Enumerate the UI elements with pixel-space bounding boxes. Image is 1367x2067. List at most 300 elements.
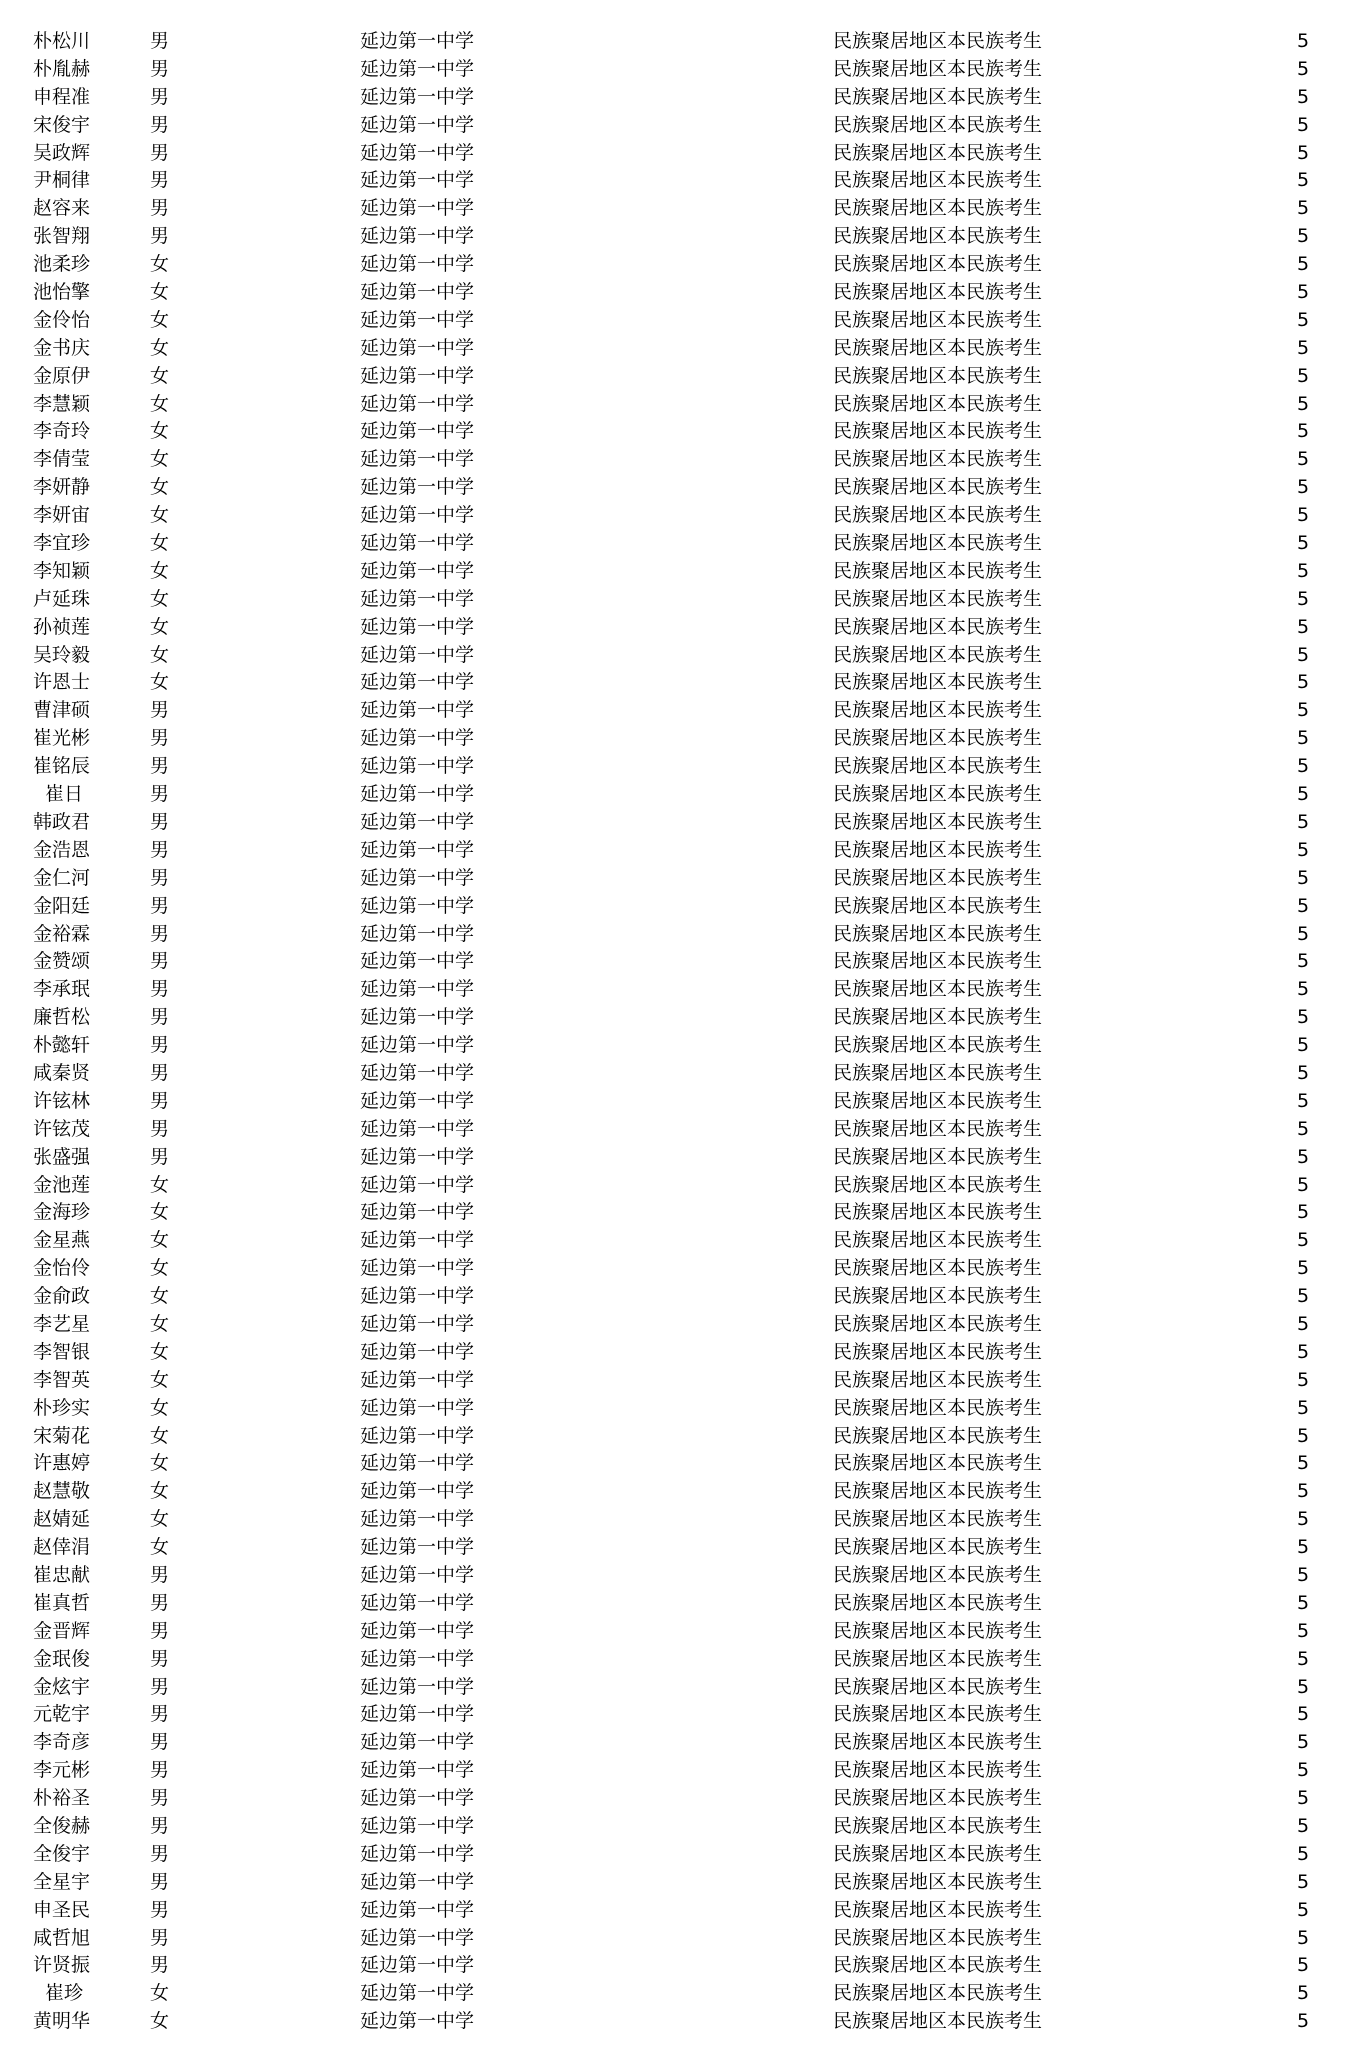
school-name: 延边第一中学	[360, 364, 475, 387]
table-row	[0, 586, 1367, 614]
student-gender: 男	[150, 755, 170, 778]
student-name: 廉哲松	[33, 1006, 91, 1029]
table-row	[0, 753, 1367, 781]
school-name: 延边第一中学	[360, 1842, 475, 1865]
student-gender: 女	[150, 1368, 170, 1391]
table-row	[0, 614, 1367, 642]
school-name: 延边第一中学	[360, 1368, 475, 1391]
candidate-category: 民族聚居地区本民族考生	[833, 1591, 1043, 1614]
candidate-category: 民族聚居地区本民族考生	[833, 894, 1043, 917]
bonus-points: 5	[1297, 504, 1310, 527]
student-name: 李慧颖	[33, 392, 91, 415]
student-gender: 女	[150, 476, 170, 499]
candidate-category: 民族聚居地区本民族考生	[833, 1842, 1043, 1865]
school-name: 延边第一中学	[360, 1061, 475, 1084]
school-name: 延边第一中学	[360, 1926, 475, 1949]
table-row	[0, 642, 1367, 670]
student-name: 申程准	[33, 85, 91, 108]
student-gender: 男	[150, 225, 170, 248]
bonus-points: 5	[1297, 1201, 1310, 1224]
candidate-category: 民族聚居地区本民族考生	[833, 197, 1043, 220]
school-name: 延边第一中学	[360, 1675, 475, 1698]
student-name: 李倩莹	[33, 448, 91, 471]
student-name: 曹津硕	[33, 699, 91, 722]
student-gender: 女	[150, 1257, 170, 1280]
candidate-category: 民族聚居地区本民族考生	[833, 1982, 1043, 2005]
bonus-points: 5	[1297, 783, 1310, 806]
student-name: 李智银	[33, 1340, 91, 1363]
bonus-points: 5	[1297, 1842, 1310, 1865]
table-row	[0, 335, 1367, 363]
table-row	[0, 1144, 1367, 1172]
table-row	[0, 1339, 1367, 1367]
bonus-points: 5	[1297, 1285, 1310, 1308]
table-row	[0, 112, 1367, 140]
student-name: 金晋辉	[33, 1619, 91, 1642]
table-row	[0, 1618, 1367, 1646]
table-row	[0, 669, 1367, 697]
student-name: 崔真哲	[33, 1591, 91, 1614]
candidate-category: 民族聚居地区本民族考生	[833, 1759, 1043, 1782]
table-row	[0, 921, 1367, 949]
bonus-points: 5	[1297, 1982, 1310, 2005]
school-name: 延边第一中学	[360, 57, 475, 80]
candidate-category: 民族聚居地区本民族考生	[833, 30, 1043, 52]
student-name: 申圣民	[33, 1898, 91, 1921]
candidate-category: 民族聚居地区本民族考生	[833, 1117, 1043, 1140]
table-row	[0, 391, 1367, 419]
candidate-list	[0, 28, 1367, 2036]
student-name: 朴松川	[33, 30, 91, 52]
candidate-category: 民族聚居地区本民族考生	[833, 810, 1043, 833]
student-gender: 男	[150, 950, 170, 973]
candidate-category: 民族聚居地区本民族考生	[833, 1173, 1043, 1196]
student-name: 金怡伶	[33, 1257, 91, 1280]
student-name: 金池莲	[33, 1173, 91, 1196]
school-name: 延边第一中学	[360, 755, 475, 778]
bonus-points: 5	[1297, 420, 1310, 443]
table-row	[0, 28, 1367, 56]
school-name: 延边第一中学	[360, 978, 475, 1001]
school-name: 延边第一中学	[360, 1591, 475, 1614]
candidate-category: 民族聚居地区本民族考生	[833, 225, 1043, 248]
candidate-category: 民族聚居地区本民族考生	[833, 1815, 1043, 1837]
bonus-points: 5	[1297, 1563, 1310, 1586]
student-gender: 男	[150, 1731, 170, 1754]
student-gender: 男	[150, 1034, 170, 1057]
table-row	[0, 84, 1367, 112]
student-gender: 女	[150, 1312, 170, 1335]
candidate-category: 民族聚居地区本民族考生	[833, 727, 1043, 750]
student-gender: 女	[150, 1285, 170, 1308]
candidate-category: 民族聚居地区本民族考生	[833, 1452, 1043, 1475]
candidate-category: 民族聚居地区本民族考生	[833, 1368, 1043, 1391]
student-gender: 男	[150, 113, 170, 136]
table-row	[0, 1004, 1367, 1032]
table-row	[0, 1172, 1367, 1200]
table-row	[0, 1757, 1367, 1785]
student-name: 金星燕	[33, 1229, 91, 1252]
student-name: 咸哲旭	[33, 1926, 91, 1949]
bonus-points: 5	[1297, 30, 1310, 52]
school-name: 延边第一中学	[360, 113, 475, 136]
table-row	[0, 1450, 1367, 1478]
student-name: 全俊宇	[33, 1842, 91, 1865]
candidate-category: 民族聚居地区本民族考生	[833, 1870, 1043, 1893]
school-name: 延边第一中学	[360, 1312, 475, 1335]
candidate-category: 民族聚居地区本民族考生	[833, 1898, 1043, 1921]
bonus-points: 5	[1297, 1006, 1310, 1029]
student-name: 朴胤赫	[33, 57, 91, 80]
student-gender: 女	[150, 392, 170, 415]
student-gender: 女	[150, 671, 170, 694]
table-row	[0, 697, 1367, 725]
school-name: 延边第一中学	[360, 476, 475, 499]
school-name: 延边第一中学	[360, 197, 475, 220]
bonus-points: 5	[1297, 950, 1310, 973]
student-gender: 女	[150, 1480, 170, 1503]
candidate-category: 民族聚居地区本民族考生	[833, 476, 1043, 499]
student-name: 金书庆	[33, 336, 91, 359]
candidate-category: 民族聚居地区本民族考生	[833, 1061, 1043, 1084]
student-name: 张智翔	[33, 225, 91, 248]
school-name: 延边第一中学	[360, 1452, 475, 1475]
student-gender: 男	[150, 783, 170, 806]
student-gender: 女	[150, 587, 170, 610]
school-name: 延边第一中学	[360, 30, 475, 52]
bonus-points: 5	[1297, 1926, 1310, 1949]
bonus-points: 5	[1297, 308, 1310, 331]
student-name: 许惠婷	[33, 1452, 91, 1475]
candidate-category: 民族聚居地区本民族考生	[833, 587, 1043, 610]
student-gender: 男	[150, 197, 170, 220]
candidate-category: 民族聚居地区本民族考生	[833, 85, 1043, 108]
student-name: 宋菊花	[33, 1424, 91, 1447]
student-gender: 男	[150, 1787, 170, 1810]
table-row	[0, 837, 1367, 865]
student-name: 崔珍	[45, 1982, 84, 2005]
student-name: 朴裕圣	[33, 1787, 91, 1810]
school-name: 延边第一中学	[360, 783, 475, 806]
candidate-category: 民族聚居地区本民族考生	[833, 308, 1043, 331]
table-row	[0, 1785, 1367, 1813]
school-name: 延边第一中学	[360, 1117, 475, 1140]
bonus-points: 5	[1297, 1312, 1310, 1335]
student-gender: 男	[150, 838, 170, 861]
candidate-category: 民族聚居地区本民族考生	[833, 281, 1043, 304]
candidate-category: 民族聚居地区本民族考生	[833, 169, 1043, 192]
bonus-points: 5	[1297, 169, 1310, 192]
candidate-category: 民族聚居地区本民族考生	[833, 1229, 1043, 1252]
student-name: 崔铭辰	[33, 755, 91, 778]
student-name: 朴懿轩	[33, 1034, 91, 1057]
bonus-points: 5	[1297, 1257, 1310, 1280]
table-row	[0, 1729, 1367, 1757]
table-row	[0, 251, 1367, 279]
school-name: 延边第一中学	[360, 1954, 475, 1977]
student-gender: 男	[150, 1089, 170, 1112]
table-row	[0, 1813, 1367, 1841]
candidate-category: 民族聚居地区本民族考生	[833, 1424, 1043, 1447]
student-gender: 男	[150, 1870, 170, 1893]
bonus-points: 5	[1297, 1759, 1310, 1782]
school-name: 延边第一中学	[360, 85, 475, 108]
bonus-points: 5	[1297, 1591, 1310, 1614]
student-gender: 女	[150, 1508, 170, 1531]
student-name: 孙祯莲	[33, 615, 91, 638]
table-row	[0, 1534, 1367, 1562]
bonus-points: 5	[1297, 1173, 1310, 1196]
bonus-points: 5	[1297, 587, 1310, 610]
bonus-points: 5	[1297, 1815, 1310, 1837]
candidate-category: 民族聚居地区本民族考生	[833, 1312, 1043, 1335]
school-name: 延边第一中学	[360, 1898, 475, 1921]
candidate-category: 民族聚居地区本民族考生	[833, 2010, 1043, 2033]
student-name: 赵慧敬	[33, 1480, 91, 1503]
school-name: 延边第一中学	[360, 922, 475, 945]
student-gender: 男	[150, 1703, 170, 1726]
bonus-points: 5	[1297, 1731, 1310, 1754]
candidate-category: 民族聚居地区本民族考生	[833, 755, 1043, 778]
school-name: 延边第一中学	[360, 1201, 475, 1224]
student-gender: 女	[150, 1201, 170, 1224]
student-name: 李妍宙	[33, 504, 91, 527]
table-row	[0, 1423, 1367, 1451]
table-row	[0, 1952, 1367, 1980]
table-row	[0, 1897, 1367, 1925]
table-row	[0, 1032, 1367, 1060]
candidate-category: 民族聚居地区本民族考生	[833, 1145, 1043, 1168]
school-name: 延边第一中学	[360, 253, 475, 276]
student-name: 卢延珠	[33, 587, 91, 610]
candidate-category: 民族聚居地区本民族考生	[833, 364, 1043, 387]
student-name: 李艺星	[33, 1312, 91, 1335]
student-name: 李元彬	[33, 1759, 91, 1782]
bonus-points: 5	[1297, 225, 1310, 248]
table-row	[0, 893, 1367, 921]
student-gender: 女	[150, 1229, 170, 1252]
candidate-category: 民族聚居地区本民族考生	[833, 838, 1043, 861]
school-name: 延边第一中学	[360, 504, 475, 527]
school-name: 延边第一中学	[360, 866, 475, 889]
table-row	[0, 530, 1367, 558]
bonus-points: 5	[1297, 2010, 1310, 2033]
bonus-points: 5	[1297, 1619, 1310, 1642]
student-gender: 男	[150, 1117, 170, 1140]
bonus-points: 5	[1297, 699, 1310, 722]
school-name: 延边第一中学	[360, 1815, 475, 1837]
school-name: 延边第一中学	[360, 1229, 475, 1252]
bonus-points: 5	[1297, 755, 1310, 778]
student-gender: 女	[150, 1340, 170, 1363]
school-name: 延边第一中学	[360, 1145, 475, 1168]
table-row	[0, 1283, 1367, 1311]
bonus-points: 5	[1297, 1675, 1310, 1698]
table-row	[0, 1869, 1367, 1897]
student-gender: 男	[150, 727, 170, 750]
student-name: 尹桐律	[33, 169, 91, 192]
student-gender: 女	[150, 1396, 170, 1419]
candidate-category: 民族聚居地区本民族考生	[833, 643, 1043, 666]
student-gender: 女	[150, 1536, 170, 1559]
student-name: 金仁河	[33, 866, 91, 889]
student-gender: 男	[150, 1759, 170, 1782]
candidate-category: 民族聚居地区本民族考生	[833, 253, 1043, 276]
student-name: 张盛强	[33, 1145, 91, 1168]
school-name: 延边第一中学	[360, 1396, 475, 1419]
bonus-points: 5	[1297, 1954, 1310, 1977]
student-gender: 女	[150, 448, 170, 471]
bonus-points: 5	[1297, 1368, 1310, 1391]
student-gender: 女	[150, 643, 170, 666]
table-row	[0, 2008, 1367, 2036]
candidate-category: 民族聚居地区本民族考生	[833, 1257, 1043, 1280]
school-name: 延边第一中学	[360, 671, 475, 694]
student-name: 许贤振	[33, 1954, 91, 1977]
student-name: 李奇彦	[33, 1731, 91, 1754]
student-gender: 男	[150, 1815, 170, 1837]
table-row	[0, 809, 1367, 837]
table-row	[0, 1311, 1367, 1339]
table-row	[0, 1227, 1367, 1255]
candidate-category: 民族聚居地区本民族考生	[833, 1787, 1043, 1810]
student-gender: 男	[150, 1563, 170, 1586]
bonus-points: 5	[1297, 1870, 1310, 1893]
table-row	[0, 363, 1367, 391]
bonus-points: 5	[1297, 1898, 1310, 1921]
candidate-category: 民族聚居地区本民族考生	[833, 141, 1043, 164]
bonus-points: 5	[1297, 253, 1310, 276]
candidate-category: 民族聚居地区本民族考生	[833, 699, 1043, 722]
student-gender: 女	[150, 364, 170, 387]
candidate-category: 民族聚居地区本民族考生	[833, 1563, 1043, 1586]
bonus-points: 5	[1297, 615, 1310, 638]
table-row	[0, 56, 1367, 84]
student-name: 许恩士	[33, 671, 91, 694]
bonus-points: 5	[1297, 559, 1310, 582]
student-gender: 女	[150, 336, 170, 359]
table-row	[0, 1255, 1367, 1283]
bonus-points: 5	[1297, 532, 1310, 555]
school-name: 延边第一中学	[360, 1285, 475, 1308]
school-name: 延边第一中学	[360, 1647, 475, 1670]
student-gender: 女	[150, 1424, 170, 1447]
table-row	[0, 1980, 1367, 2008]
school-name: 延边第一中学	[360, 559, 475, 582]
table-row	[0, 1925, 1367, 1953]
student-name: 金赞颂	[33, 950, 91, 973]
school-name: 延边第一中学	[360, 1340, 475, 1363]
table-row	[0, 1478, 1367, 1506]
student-gender: 男	[150, 1647, 170, 1670]
student-name: 金裕霖	[33, 922, 91, 945]
bonus-points: 5	[1297, 1787, 1310, 1810]
bonus-points: 5	[1297, 476, 1310, 499]
candidate-category: 民族聚居地区本民族考生	[833, 504, 1043, 527]
student-name: 朴珍实	[33, 1396, 91, 1419]
student-name: 崔日	[45, 783, 84, 806]
student-gender: 女	[150, 559, 170, 582]
student-name: 崔忠献	[33, 1563, 91, 1586]
school-name: 延边第一中学	[360, 615, 475, 638]
student-gender: 男	[150, 1842, 170, 1865]
table-row	[0, 307, 1367, 335]
bonus-points: 5	[1297, 57, 1310, 80]
student-name: 元乾宇	[33, 1703, 91, 1726]
student-name: 李妍静	[33, 476, 91, 499]
student-gender: 男	[150, 810, 170, 833]
school-name: 延边第一中学	[360, 838, 475, 861]
table-row	[0, 279, 1367, 307]
table-row	[0, 1590, 1367, 1618]
school-name: 延边第一中学	[360, 2010, 475, 2033]
table-row	[0, 1562, 1367, 1590]
student-gender: 男	[150, 85, 170, 108]
school-name: 延边第一中学	[360, 1703, 475, 1726]
student-name: 咸秦贤	[33, 1061, 91, 1084]
student-gender: 男	[150, 922, 170, 945]
student-name: 李知颖	[33, 559, 91, 582]
school-name: 延边第一中学	[360, 894, 475, 917]
school-name: 延边第一中学	[360, 1536, 475, 1559]
bonus-points: 5	[1297, 671, 1310, 694]
table-row	[0, 140, 1367, 168]
student-name: 宋俊宇	[33, 113, 91, 136]
table-row	[0, 1088, 1367, 1116]
student-gender: 男	[150, 141, 170, 164]
table-row	[0, 195, 1367, 223]
student-gender: 女	[150, 532, 170, 555]
student-name: 金浩恩	[33, 838, 91, 861]
school-name: 延边第一中学	[360, 281, 475, 304]
table-row	[0, 948, 1367, 976]
candidate-category: 民族聚居地区本民族考生	[833, 1201, 1043, 1224]
student-gender: 女	[150, 420, 170, 443]
student-gender: 男	[150, 1145, 170, 1168]
candidate-category: 民族聚居地区本民族考生	[833, 1006, 1043, 1029]
table-row	[0, 223, 1367, 251]
student-gender: 男	[150, 699, 170, 722]
student-name: 黄明华	[33, 2010, 91, 2033]
school-name: 延边第一中学	[360, 810, 475, 833]
bonus-points: 5	[1297, 1396, 1310, 1419]
bonus-points: 5	[1297, 281, 1310, 304]
table-row	[0, 1701, 1367, 1729]
school-name: 延边第一中学	[360, 532, 475, 555]
student-name: 池柔珍	[33, 253, 91, 276]
bonus-points: 5	[1297, 866, 1310, 889]
school-name: 延边第一中学	[360, 587, 475, 610]
candidate-category: 民族聚居地区本民族考生	[833, 1396, 1043, 1419]
bonus-points: 5	[1297, 1061, 1310, 1084]
candidate-category: 民族聚居地区本民族考生	[833, 1619, 1043, 1642]
bonus-points: 5	[1297, 1034, 1310, 1057]
student-gender: 女	[150, 1452, 170, 1475]
school-name: 延边第一中学	[360, 1173, 475, 1196]
school-name: 延边第一中学	[360, 1006, 475, 1029]
bonus-points: 5	[1297, 1452, 1310, 1475]
bonus-points: 5	[1297, 1703, 1310, 1726]
table-row	[0, 418, 1367, 446]
bonus-points: 5	[1297, 1536, 1310, 1559]
student-name: 赵婧延	[33, 1508, 91, 1531]
student-gender: 男	[150, 1926, 170, 1949]
student-gender: 女	[150, 1982, 170, 2005]
student-name: 李奇玲	[33, 420, 91, 443]
candidate-category: 民族聚居地区本民族考生	[833, 1034, 1043, 1057]
candidate-category: 民族聚居地区本民族考生	[833, 783, 1043, 806]
candidate-category: 民族聚居地区本民族考生	[833, 532, 1043, 555]
